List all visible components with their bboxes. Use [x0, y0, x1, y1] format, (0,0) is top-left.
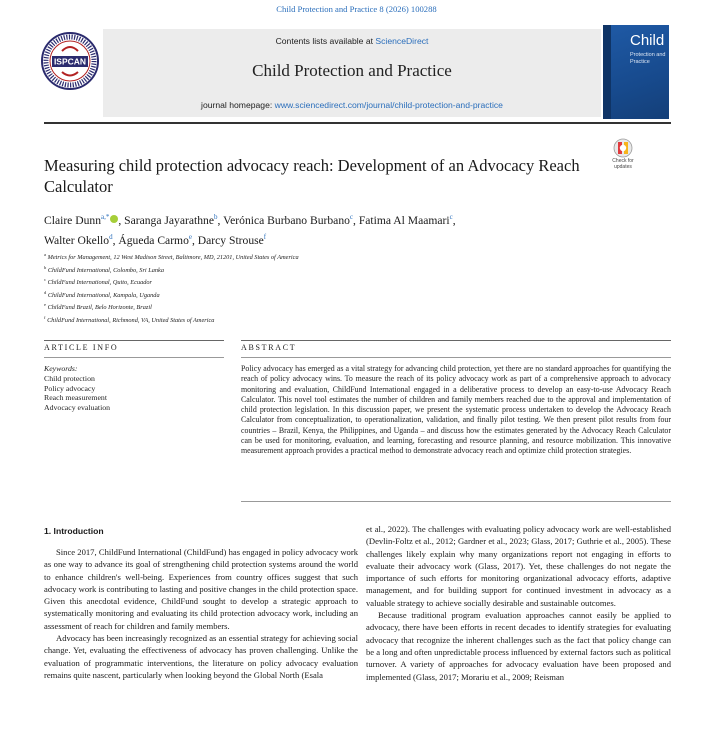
- ispcan-logo: [40, 31, 100, 91]
- contents-prefix: Contents lists available at: [275, 36, 376, 46]
- author-affiliation-marker[interactable]: f: [263, 232, 267, 241]
- affiliation-text: Metrics for Management, 12 West Madison Street, Baltimore, MD, 21201, United States of America: [47, 254, 299, 262]
- logo-text: ISPCAN: [53, 56, 87, 67]
- affiliation-marker: d: [44, 289, 47, 295]
- affiliation-item: [44, 263, 644, 276]
- abstract-text: Policy advocacy has emerged as a vital strategy for advancing child protection, yet there are no standard approaches for quantifying the reach of policy advocacy wins. To measure the reach of its policy advocacy work as part of a comprehensive approach to advocacy monitoring and evaluation, ChildFund International engaged in a deliberative process to develop an easy-to-use Advocacy Reach Calculator. This novel tool estimates the number of children and family members reached due to the approval and implementation of child protection legislation. In this discussion paper, we present the systematic process undertaken to develop the Advocacy Reach Calculator from conceptualization, to operationalization, validation, and finally pilot testing. We then present pilot results from four countries – Brazil, Kenya, the Philippines, and Uganda – and discuss how the estimates generated by the Advocacy Reach Calculator can be used for monitoring, evaluation, and learning, forecasting and resource planning, and resource mobilization. This innovative measurement approach provides a practical method to demonstrate advocacy reach and optimize child protection strategies.: [241, 364, 671, 455]
- journal-cover[interactable]: [603, 25, 669, 119]
- homepage-link[interactable]: www.sciencedirect.com/journal/child-protection-and-practice: [274, 100, 503, 110]
- affiliation-item: [44, 313, 644, 326]
- affiliation-text: ChildFund International, Richmond, VA, United States of America: [47, 316, 215, 324]
- affiliation-text: ChildFund International, Quito, Ecuador: [47, 279, 152, 287]
- author-separator: ,: [217, 213, 224, 227]
- homepage-prefix: journal homepage:: [201, 100, 275, 110]
- sciencedirect-link[interactable]: ScienceDirect: [375, 36, 429, 46]
- body-column-left: [44, 546, 358, 681]
- author-affiliation-marker[interactable]: a,*: [101, 213, 110, 221]
- paper-title: Measuring child protection advocacy reach: Development of an Advocacy Reach Calculator: [44, 156, 580, 196]
- keyword: Child protection: [44, 373, 95, 383]
- contents-line: [103, 36, 601, 46]
- affiliation-item: [44, 300, 644, 313]
- affiliation-text: ChildFund International, Colombo, Sri Lanka: [47, 266, 164, 274]
- keyword: Policy advocacy: [44, 383, 96, 393]
- keyword: Reach measurement: [44, 393, 107, 403]
- crossmark-icon: [607, 138, 639, 158]
- cover-subtitle: Protection and Practice: [630, 52, 666, 65]
- keyword: Advocacy evaluation: [44, 403, 111, 413]
- author-affiliation-marker[interactable]: d: [109, 232, 113, 241]
- author-affiliation-marker[interactable]: e: [188, 232, 192, 241]
- body-column-right: [366, 523, 671, 683]
- affiliation-item: [44, 250, 644, 263]
- article-info-rule-2: [44, 357, 224, 358]
- body-paragraph: et al., 2022). The challenges with evaluating policy advocacy work are well-established (Devlin-Foltz et al., 2012; Gardner et al., 2023; Glass, 2017; Guthrie et al., 2005). These challenges likely explain why many organizations report not engaging in efforts to evaluate their advocacy work (Glass, 2017). Yet, these challenges do not negate the importance of such efforts for monitoring organizational advocacy efforts, adaptive management, and for building support for continued investment in advocacy as a valuable strategy to achieve socially desirable and sustainable outcomes.: [366, 524, 671, 608]
- body-paragraph: Advocacy has been increasingly recognized as an essential strategy for achieving social change. Yet, evaluating the effectiveness of advocacy has proven challenging. Unlike the evaluation of programmatic interventions, the literature on policy advocacy evaluation remains quite nascent, particularly when looking beyond the Global North (Esala: [44, 633, 358, 680]
- keywords-block: [44, 364, 224, 413]
- affiliation-marker: e: [44, 302, 46, 307]
- abstract-bottom-rule: [241, 501, 671, 502]
- affiliation-marker: f: [44, 314, 46, 320]
- author-name[interactable]: Fatima Al Maamari: [358, 213, 450, 227]
- author-separator: ,: [452, 213, 456, 227]
- homepage-line: [103, 100, 601, 110]
- abstract-rule-2: [241, 357, 671, 358]
- header-divider: [44, 122, 671, 124]
- affiliation-text: ChildFund International, Kampala, Uganda: [47, 291, 160, 299]
- journal-title: Child Protection and Practice: [252, 61, 452, 80]
- author-name[interactable]: Saranga Jayarathne: [124, 213, 214, 227]
- affiliation-marker: c: [44, 277, 46, 282]
- abstract-rule: [241, 340, 671, 341]
- check-for-updates-badge[interactable]: [607, 138, 639, 178]
- cover-title: Child: [630, 32, 665, 49]
- affiliation-item: [44, 275, 644, 288]
- section-heading-introduction: 1. Introduction: [44, 526, 104, 536]
- crossmark-label: Check for updates: [612, 158, 634, 170]
- author-affiliation-marker[interactable]: c: [449, 213, 453, 221]
- author-name[interactable]: Claire Dunn: [44, 213, 101, 227]
- author-name[interactable]: Verónica Burbano Burbano: [223, 213, 350, 227]
- body-paragraph: Since 2017, ChildFund International (ChildFund) has engaged in policy advocacy work as one way to advance its goal of strengthening child protection systems around the world to enhance children's well-being. Experiences from country offices suggest that such advocacy work is contributing to lasting and positive changes in the child protection space. Given this anecdotal evidence, ChildFund sought to develop a strategic approach to systematically monitoring and evaluating its child protection advocacy work, including an assessment of reach for children and family members.: [44, 547, 358, 631]
- author-separator: ,: [353, 213, 359, 227]
- author-name[interactable]: Darcy Strouse: [197, 233, 264, 247]
- ispcan-logo-icon: [40, 31, 100, 91]
- author-name[interactable]: Walter Okello: [44, 233, 110, 247]
- author-separator: ,: [112, 233, 119, 247]
- author-name[interactable]: Águeda Carmo: [118, 233, 189, 247]
- cover-stripe: [603, 25, 611, 119]
- journal-reference[interactable]: Child Protection and Practice 8 (2026) 100288: [276, 4, 437, 14]
- author-separator: ,: [118, 213, 125, 227]
- keywords-label: Keywords:: [44, 364, 78, 373]
- affiliation-marker: a: [44, 252, 46, 257]
- affiliation-marker: b: [44, 264, 47, 270]
- author-affiliation-marker[interactable]: c: [349, 213, 354, 221]
- author-list: [44, 209, 604, 249]
- affiliation-item: [44, 288, 644, 301]
- affiliation-list: [44, 250, 644, 325]
- body-paragraph: Because traditional program evaluation approaches cannot easily be applied to advocacy, there have been efforts in recent decades to identify strategies for evaluating advocacy that recognize the inherent challenges such as the fact that policy change can be a long and often unpredictable process influenced by external factors such as political turnover. A variety of approaches for advocacy evaluation have been proposed and implemented (Glass, 2017; Morariu et al., 2009; Reisman: [366, 610, 671, 682]
- author-affiliation-marker[interactable]: b: [213, 213, 218, 221]
- abstract-heading: ABSTRACT: [241, 343, 297, 352]
- article-info-rule: [44, 340, 224, 341]
- author-separator: ,: [191, 233, 198, 247]
- affiliation-text: ChildFund Brazil, Belo Horizonte, Brazil: [47, 304, 152, 312]
- article-info-heading: ARTICLE INFO: [44, 343, 119, 352]
